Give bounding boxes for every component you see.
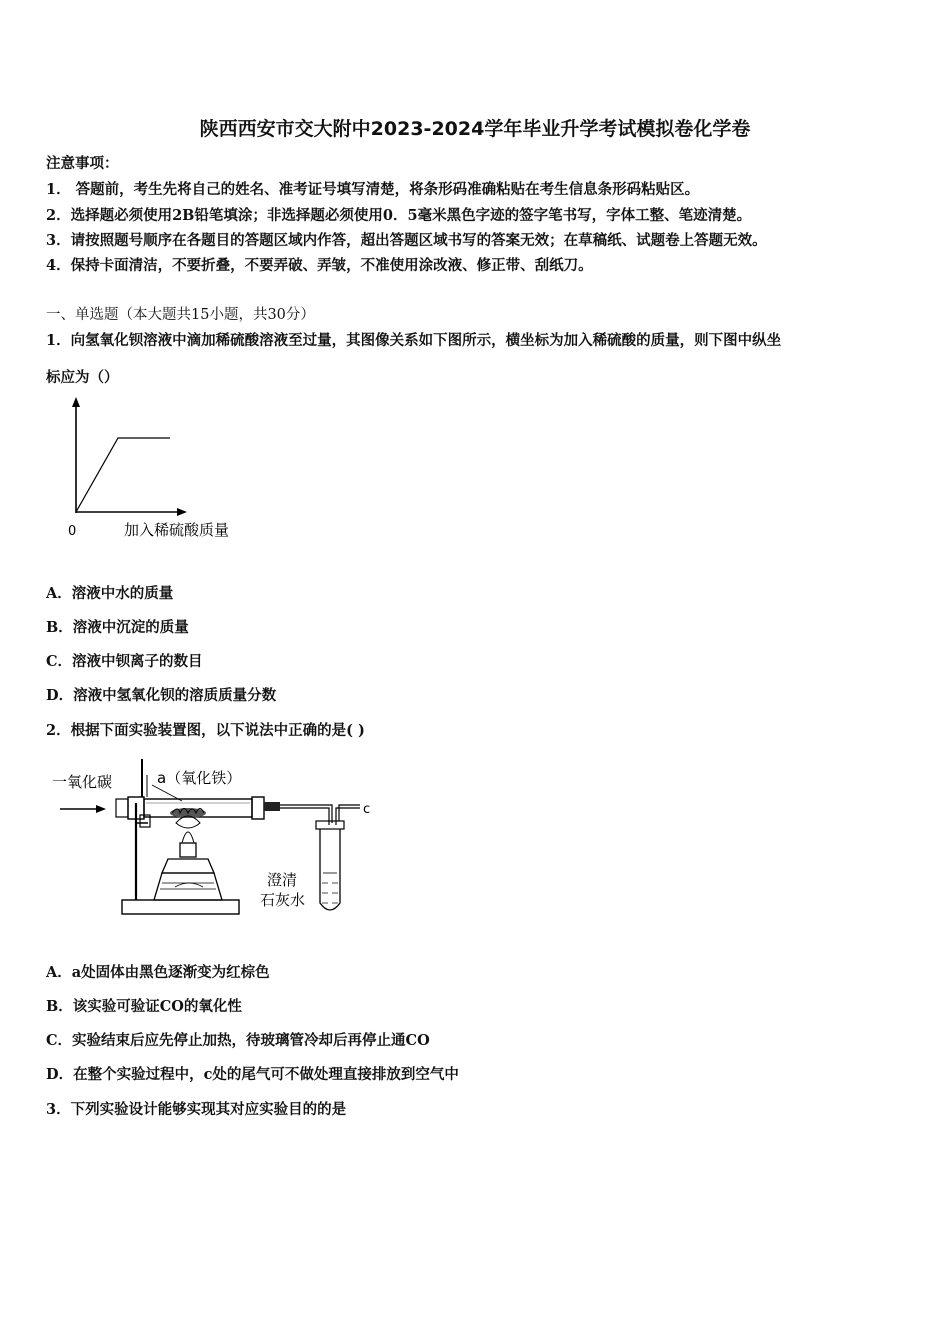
notice-item-1: 1． 答题前，考生先将自己的姓名、准考证号填写清楚，将条形码准确粘贴在考生信息条形码粘贴区。 — [46, 181, 700, 198]
q2-apparatus — [50, 755, 380, 925]
q1-option-a: A．溶液中水的质量 — [46, 585, 174, 602]
x-axis-arrow-icon — [177, 508, 187, 516]
lime-water-label-2: 石灰水 — [260, 891, 306, 909]
q2-option-a: A．a处固体由黑色逐渐变为红棕色 — [46, 964, 270, 981]
q1-graph — [60, 395, 265, 545]
y-axis-arrow-icon — [72, 397, 80, 407]
test-tube — [316, 821, 344, 910]
graph-x-label: 加入稀硫酸质量 — [124, 521, 230, 539]
q1-option-c: C．溶液中钡离子的数目 — [46, 653, 203, 670]
y-axis — [72, 397, 80, 513]
notice-heading: 注意事项： — [46, 155, 119, 172]
graph-curve — [76, 438, 170, 512]
delivery-tube — [280, 805, 360, 825]
q1-stem-line2: 标应为（） — [46, 369, 119, 386]
gas-inlet-arrow-icon — [60, 805, 106, 813]
c-label: c — [363, 802, 371, 817]
page-title: 陕西西安市交大附中2023-2024学年毕业升学考试模拟卷化学卷 — [199, 118, 751, 140]
a-label: a（氧化铁） — [157, 769, 242, 787]
x-axis — [76, 508, 187, 516]
section-heading: 一、单选题（本大题共15小题，共30分） — [46, 307, 315, 323]
q1-option-d: D．溶液中氢氧化钡的溶质质量分数 — [46, 687, 277, 704]
notice-item-3: 3．请按照题号顺序在各题目的答题区域内作答，超出答题区域书写的答案无效；在草稿纸、试题卷上答题无效。 — [46, 232, 767, 249]
alcohol-lamp — [154, 816, 222, 900]
q2-option-c: C．实验结束后应先停止加热，待玻璃管冷却后再停止通CO — [46, 1032, 430, 1049]
graph-origin-label: 0 — [68, 524, 77, 539]
q1-option-b: B．溶液中沉淀的质量 — [46, 619, 189, 636]
co-gas-label: 一氧化碳 — [52, 773, 113, 791]
notice-item-2: 2．选择题必须使用2B铅笔填涂；非选择题必须使用0．5毫米黑色字迹的签字笔书写，字体工整、笔迹清楚。 — [46, 207, 752, 224]
top-rod — [142, 759, 147, 797]
lime-water-label-1: 澄清 — [267, 871, 298, 889]
q3-stem: 3．下列实验设计能够实现其对应实验目的的是 — [46, 1101, 347, 1118]
q2-option-d: D．在整个实验过程中，c处的尾气可不做处理直接排放到空气中 — [46, 1066, 459, 1083]
notice-item-4: 4．保持卡面清洁，不要折叠，不要弄破、弄皱，不准使用涂改液、修正带、刮纸刀。 — [46, 257, 593, 274]
q2-option-b: B．该实验可验证CO的氧化性 — [46, 998, 242, 1015]
q1-stem-line1: 1．向氢氧化钡溶液中滴加稀硫酸溶液至过量，其图像关系如下图所示，横坐标为加入稀硫酸的质量，则下图中纵坐 — [46, 332, 782, 349]
q2-stem: 2．根据下面实验装置图，以下说法中正确的是( ) — [46, 722, 365, 739]
